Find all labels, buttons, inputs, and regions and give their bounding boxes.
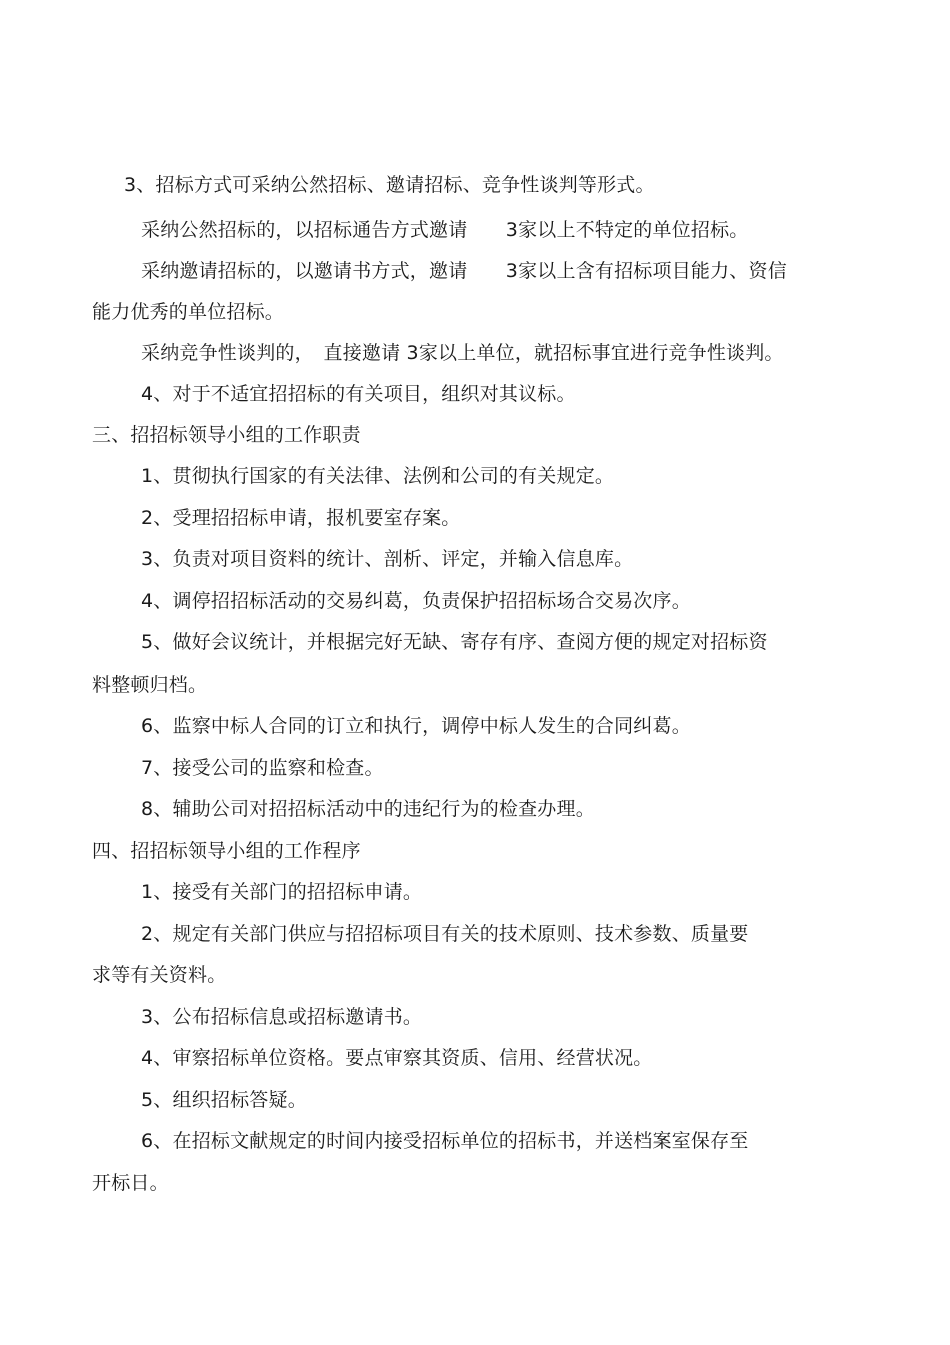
text-line-step-6-cont: 开标日。 (92, 1172, 169, 1194)
text-line-duty-7: 7、接受公司的监察和检查。 (141, 757, 384, 779)
text-line-invited-bidding: 采纳邀请招标的，以邀请书方式，邀请 3家以上含有招标项目能力、资信 (141, 260, 787, 282)
text-line-duty-4: 4、调停招招标活动的交易纠葛，负责保护招招标场合交易次序。 (141, 590, 691, 612)
text-line-step-3: 3、公布招标信息或招标邀请书。 (141, 1006, 423, 1028)
section-heading-duties: 三、招招标领导小组的工作职责 (92, 424, 361, 446)
text-line-duty-1: 1、贯彻执行国家的有关法律、法例和公司的有关规定。 (141, 465, 615, 487)
text-line-duty-5: 5、做好会议统计，并根据完好无缺、寄存有序、查阅方便的规定对招标资 (141, 631, 768, 653)
text-line-negotiated-bidding: 4、对于不适宜招招标的有关项目，组织对其议标。 (141, 383, 576, 405)
text-line-step-5: 5、组织招标答疑。 (141, 1089, 307, 1111)
text-line-bidding-methods: 3、招标方式可采纳公然招标、邀请招标、竞争性谈判等形式。 (124, 174, 655, 196)
text-line-duty-8: 8、辅助公司对招招标活动中的违纪行为的检查办理。 (141, 798, 595, 820)
text-line-duty-2: 2、受理招招标申请，报机要室存案。 (141, 507, 461, 529)
text-line-step-1: 1、接受有关部门的招招标申请。 (141, 881, 423, 903)
section-heading-procedure: 四、招招标领导小组的工作程序 (92, 840, 361, 862)
text-line-competitive-negotiation: 采纳竞争性谈判的， 直接邀请 3家以上单位，就招标事宜进行竞争性谈判。 (141, 342, 784, 364)
text-line-open-bidding: 采纳公然招标的，以招标通告方式邀请 3家以上不特定的单位招标。 (141, 219, 749, 241)
text-line-step-2-cont: 求等有关资料。 (92, 964, 227, 986)
text-line-duty-5-cont: 料整顿归档。 (92, 674, 208, 696)
text-line-step-4: 4、审察招标单位资格。要点审察其资质、信用、经营状况。 (141, 1047, 653, 1069)
text-line-step-2: 2、规定有关部门供应与招招标项目有关的技术原则、技术参数、质量要 (141, 923, 749, 945)
text-line-duty-6: 6、监察中标人合同的订立和执行，调停中标人发生的合同纠葛。 (141, 715, 691, 737)
text-line-step-6: 6、在招标文献规定的时间内接受招标单位的招标书，并送档案室保存至 (141, 1130, 749, 1152)
text-line-duty-3: 3、负责对项目资料的统计、剖析、评定，并输入信息库。 (141, 548, 634, 570)
text-line-invited-bidding-cont: 能力优秀的单位招标。 (92, 301, 285, 323)
